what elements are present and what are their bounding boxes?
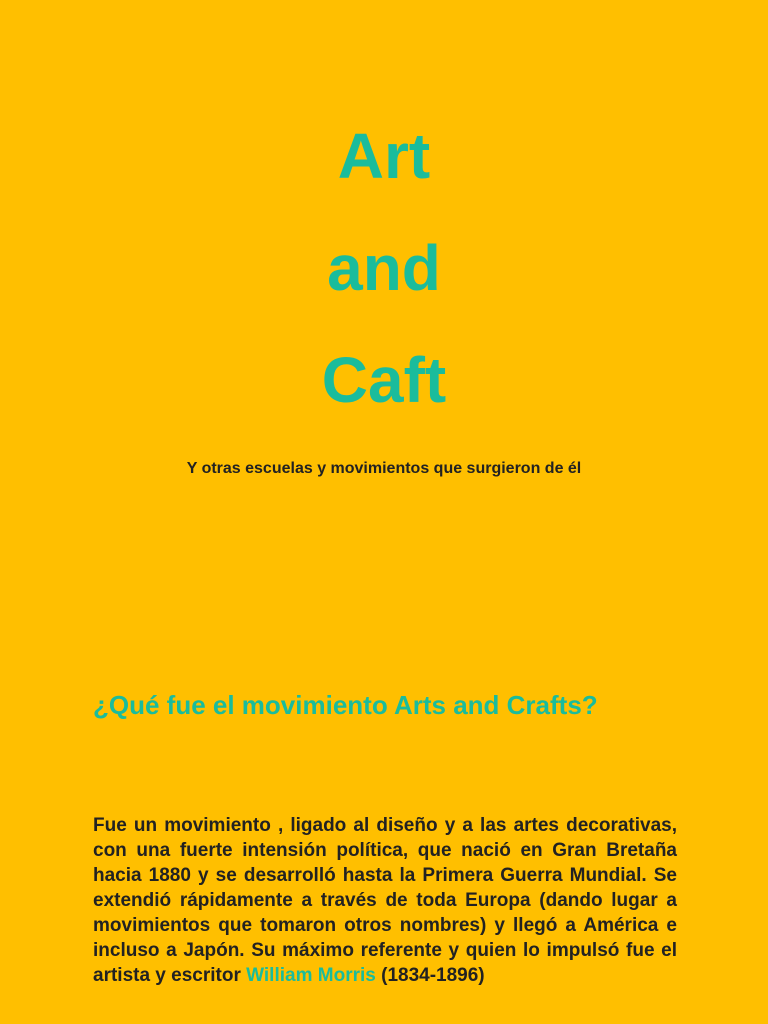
title-line-2: and	[327, 232, 441, 304]
title-line-3: Caft	[321, 344, 447, 416]
body-text-end: (1834-1896)	[375, 965, 485, 986]
subtitle: Y otras escuelas y movimientos que surgieron de él	[186, 460, 582, 477]
page-title	[0, 100, 768, 436]
body-text-start: Fue un movimiento , ligado al diseño y a las artes decorativas, con una fuerte intensión política, que nació en Gran Bretaña hacia 1880 y se desarrolló hasta la Primera Guerra Mundial. Se extendió rápidamente a través de toda Europa (dando lugar a movimientos que tomaron otros nombres) y llegó a América e incluso a Japón. Su máximo referente y quien lo impulsó fue el artista y escritor	[93, 815, 677, 986]
section-body	[93, 813, 677, 988]
title-line-1: Art	[337, 120, 431, 192]
william-morris-link[interactable]: William Morris	[246, 965, 376, 986]
section-heading: ¿Qué fue el movimiento Arts and Crafts?	[93, 690, 598, 720]
